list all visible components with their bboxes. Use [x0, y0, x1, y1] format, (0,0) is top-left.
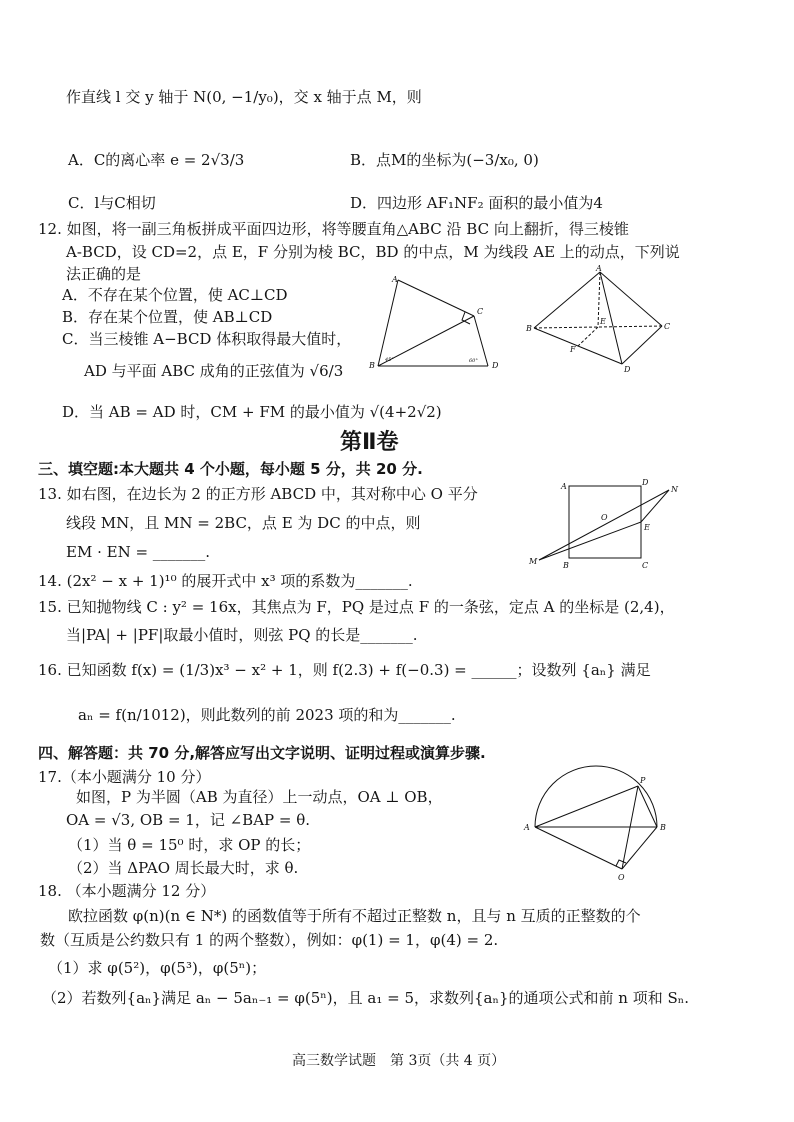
- line-24: 四、解答题：共 70 分,解答应写出文字说明、证明过程或演算步骤.: [38, 744, 486, 762]
- fig4-label-o: O: [618, 873, 625, 882]
- line-10: B．存在某个位置，使 AB⊥CD: [62, 308, 273, 326]
- fig1-label-d: D: [492, 361, 499, 370]
- line-22: 16. 已知函数 f(x) = (1/3)x³ − x² + 1，则 f(2.3) + f(−0.3) = ______；设数列 {aₙ} 满足: [38, 661, 651, 679]
- line-30: 18. （本小题满分 12 分）: [38, 882, 216, 900]
- section-title: 第Ⅱ卷: [340, 430, 399, 455]
- fig3-label-a: A: [561, 482, 567, 491]
- line-17: 线段 MN，且 MN = 2BC，点 E 为 DC 的中点，则: [66, 514, 421, 532]
- line-07: A-BCD，设 CD=2，点 E，F 分别为棱 BC，BD 的中点，M 为线段 AE 上的动点，下列说: [66, 243, 680, 261]
- fig4-label-p: P: [640, 776, 646, 785]
- fig3-label-d: D: [642, 478, 649, 487]
- line-06: 12. 如图，将一副三角板拼成平面四边形，将等腰直角△ABC 沿 BC 向上翻折，得三棱锥: [38, 220, 629, 238]
- line-34: （2）若数列{aₙ}满足 aₙ − 5aₙ₋₁ = φ(5ⁿ)，且 a₁ = 5，求数列{aₙ}的通项公式和前 n 项和 Sₙ.: [42, 989, 690, 1007]
- figure-square: [525, 478, 695, 573]
- line-19: 14. (2x² − x + 1)¹⁰ 的展开式中 x³ 项的系数为_______.: [38, 572, 413, 590]
- fig2-label-f: F: [570, 345, 576, 354]
- line-01: 作直线 l 交 y 轴于 N(0, −1/y₀)，交 x 轴于点 M，则: [66, 88, 422, 106]
- fig3-label-b: B: [563, 561, 569, 570]
- line-28: （1）当 θ = 15⁰ 时，求 OP 的长；: [68, 836, 311, 854]
- fig4-label-b: B: [660, 823, 666, 832]
- line-21: 当|PA| + |PF|取最小值时，则弦 PQ 的长是_______.: [66, 626, 418, 644]
- fig2-label-d: D: [624, 365, 631, 374]
- line-12: AD 与平面 ABC 成角的正弦值为 √6/3: [84, 362, 344, 380]
- figure-pyramid: [526, 264, 680, 381]
- line-20: 15. 已知抛物线 C : y² = 16x，其焦点为 F，PQ 是过点 F 的一条弦，定点 A 的坐标是 (2,4)，: [38, 598, 675, 616]
- figure-quadrilateral: [362, 270, 512, 380]
- line-11: C．当三棱锥 A−BCD 体积取得最大值时，: [62, 330, 352, 348]
- line-05: D．四边形 AF₁NF₂ 面积的最小值为4: [350, 194, 603, 212]
- page-footer: 高三数学试题 第 3页（共 4 页）: [292, 1053, 506, 1069]
- figure-semicircle: [520, 772, 670, 887]
- fig1-label-c: C: [477, 307, 484, 316]
- line-27: OA = √3, OB = 1，记 ∠BAP = θ.: [66, 811, 311, 829]
- fig4-label-a: A: [524, 823, 530, 832]
- line-33: （1）求 φ(5²)，φ(5³)，φ(5ⁿ)；: [48, 959, 267, 977]
- fig1-angle-b: 45°: [385, 357, 394, 363]
- line-31: 欧拉函数 φ(n)(n ∈ N*) 的函数值等于所有不超过正整数 n，且与 n 互质的正整数的个: [68, 907, 641, 925]
- line-18: EM · EN = _______.: [66, 543, 211, 561]
- line-04: C．l与C相切: [68, 194, 156, 212]
- fig3-label-o: O: [601, 513, 608, 522]
- fig2-label-a: A: [596, 264, 602, 273]
- line-02: A．C的离心率 e = 2√3/3: [68, 151, 245, 169]
- line-16: 13. 如右图，在边长为 2 的正方形 ABCD 中，其对称中心 O 平分: [38, 485, 478, 503]
- line-32: 数（互质是公约数只有 1 的两个整数），例如：φ(1) = 1，φ(4) = 2.: [40, 931, 499, 949]
- fig2-label-b: B: [526, 324, 532, 333]
- fig3-label-m: M: [529, 557, 538, 566]
- fig2-label-c: C: [664, 322, 671, 331]
- fig2-label-e: E: [600, 317, 606, 326]
- fig3-label-e: E: [644, 523, 650, 532]
- line-29: （2）当 ΔPAO 周长最大时，求 θ.: [68, 859, 299, 877]
- fig1-angle-d: 60°: [469, 358, 478, 364]
- line-13: D．当 AB = AD 时，CM + FM 的最小值为 √(4+2√2): [62, 403, 442, 421]
- fig1-label-b: B: [369, 361, 375, 370]
- line-23: aₙ = f(n/1012)，则此数列的前 2023 项的和为_______.: [78, 706, 456, 724]
- fig3-label-n: N: [671, 485, 678, 494]
- line-08: 法正确的是: [66, 265, 142, 283]
- line-15: 三、填空题:本大题共 4 个小题，每小题 5 分，共 20 分.: [38, 460, 423, 478]
- line-26: 如图，P 为半圆（AB 为直径）上一动点，OA ⊥ OB，: [76, 788, 443, 806]
- line-03: B．点M的坐标为(−3/x₀, 0): [350, 151, 539, 169]
- fig3-label-c: C: [642, 561, 649, 570]
- line-09: A．不存在某个位置，使 AC⊥CD: [62, 286, 288, 304]
- line-25: 17.（本小题满分 10 分）: [38, 768, 211, 786]
- fig1-label-a: A: [392, 275, 398, 284]
